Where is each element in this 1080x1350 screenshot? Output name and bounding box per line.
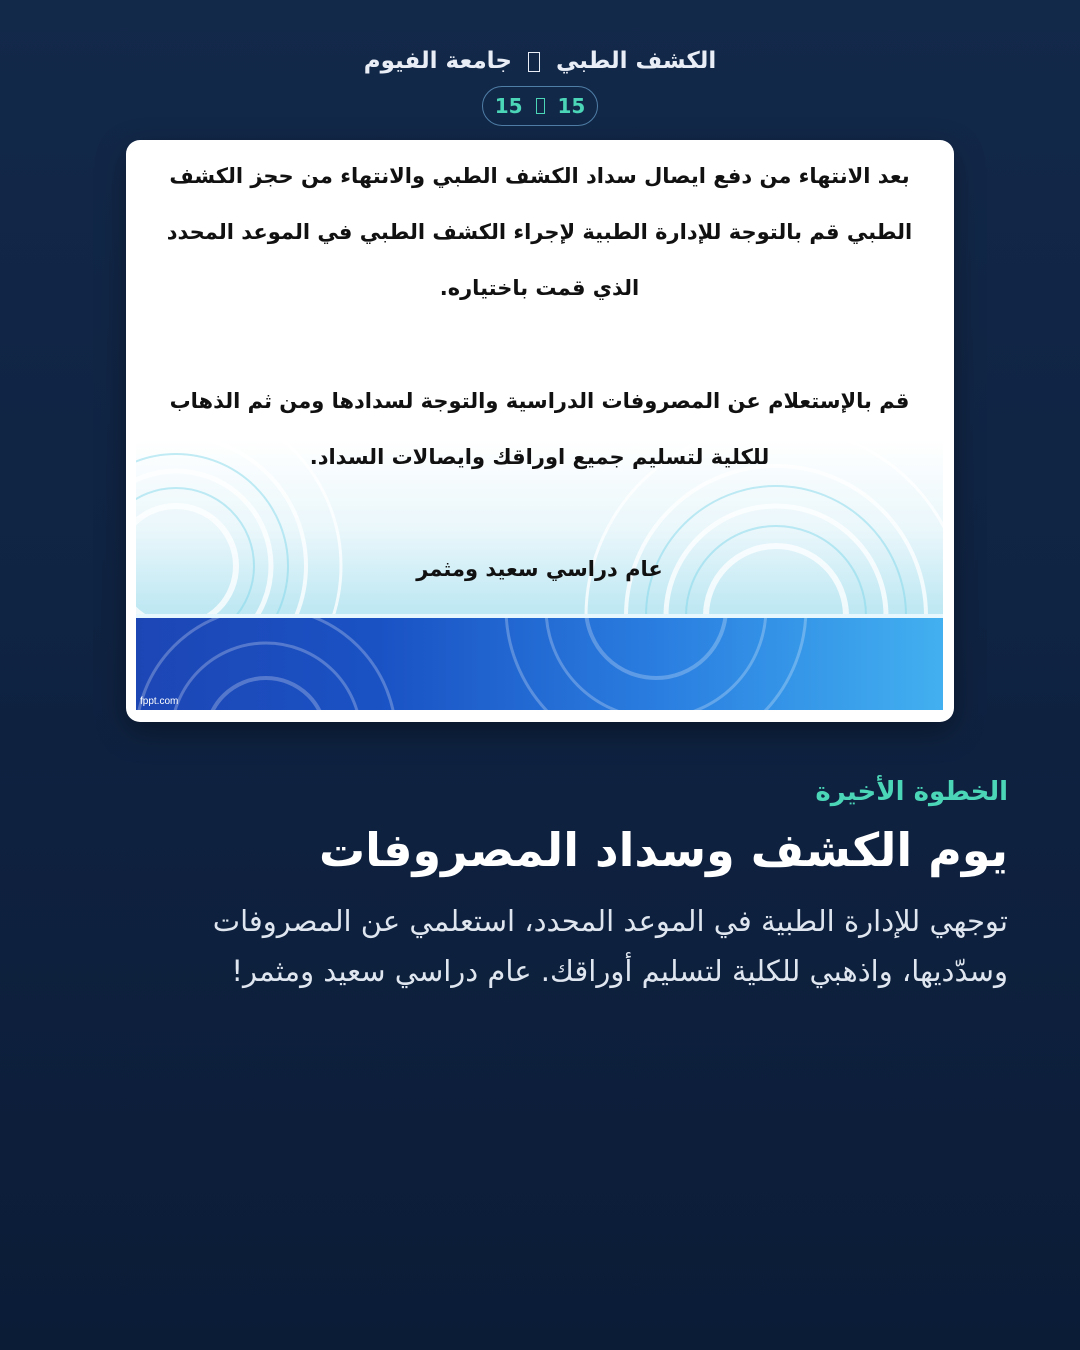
slide-paragraph-fees: قم بالإستعلام عن المصروفات الدراسية والتوجة لسدادها ومن ثم الذهاب للكلية لتسليم جميع اوراقك وايصالات السداد. bbox=[169, 389, 910, 469]
slide-watermark: fppt.com bbox=[140, 696, 179, 707]
slide-paragraph-wishes: عام دراسي سعيد ومثمر bbox=[416, 557, 663, 581]
page-counter bbox=[482, 86, 598, 126]
step-description: توجهي للإدارة الطبية في الموعد المحدد، استعلمي عن المصروفات وسدّديها، واذهبي للكلية لتسليم أوراقك. عام دراسي سعيد ومثمر! bbox=[212, 904, 1008, 988]
separator-glyph-icon bbox=[528, 52, 540, 72]
slide-card bbox=[126, 140, 954, 722]
slide-blue-band bbox=[136, 618, 943, 710]
header-title-topic: الكشف الطبي bbox=[555, 48, 717, 74]
header-title-university: جامعة الفيوم bbox=[363, 48, 512, 74]
separator-glyph-icon bbox=[536, 98, 545, 114]
page-header bbox=[0, 44, 1080, 126]
header-title bbox=[0, 44, 1080, 78]
step-label: الخطوة الأخيرة bbox=[815, 777, 1008, 807]
page-counter-current: 15 bbox=[557, 94, 586, 118]
step-title: يوم الكشف وسداد المصروفات bbox=[318, 823, 1008, 877]
slide-image bbox=[136, 146, 943, 710]
slide-paragraph-medical-exam: بعد الانتهاء من دفع ايصال سداد الكشف الطبي والانتهاء من حجز الكشف الطبي قم بالتوجة للإدارة الطبية لإجراء الكشف الطبي في الموعد المحدد الذي قمت باختياره. bbox=[166, 164, 913, 300]
page-counter-total: 15 bbox=[494, 94, 523, 118]
band-swirl-decoration bbox=[136, 618, 943, 710]
